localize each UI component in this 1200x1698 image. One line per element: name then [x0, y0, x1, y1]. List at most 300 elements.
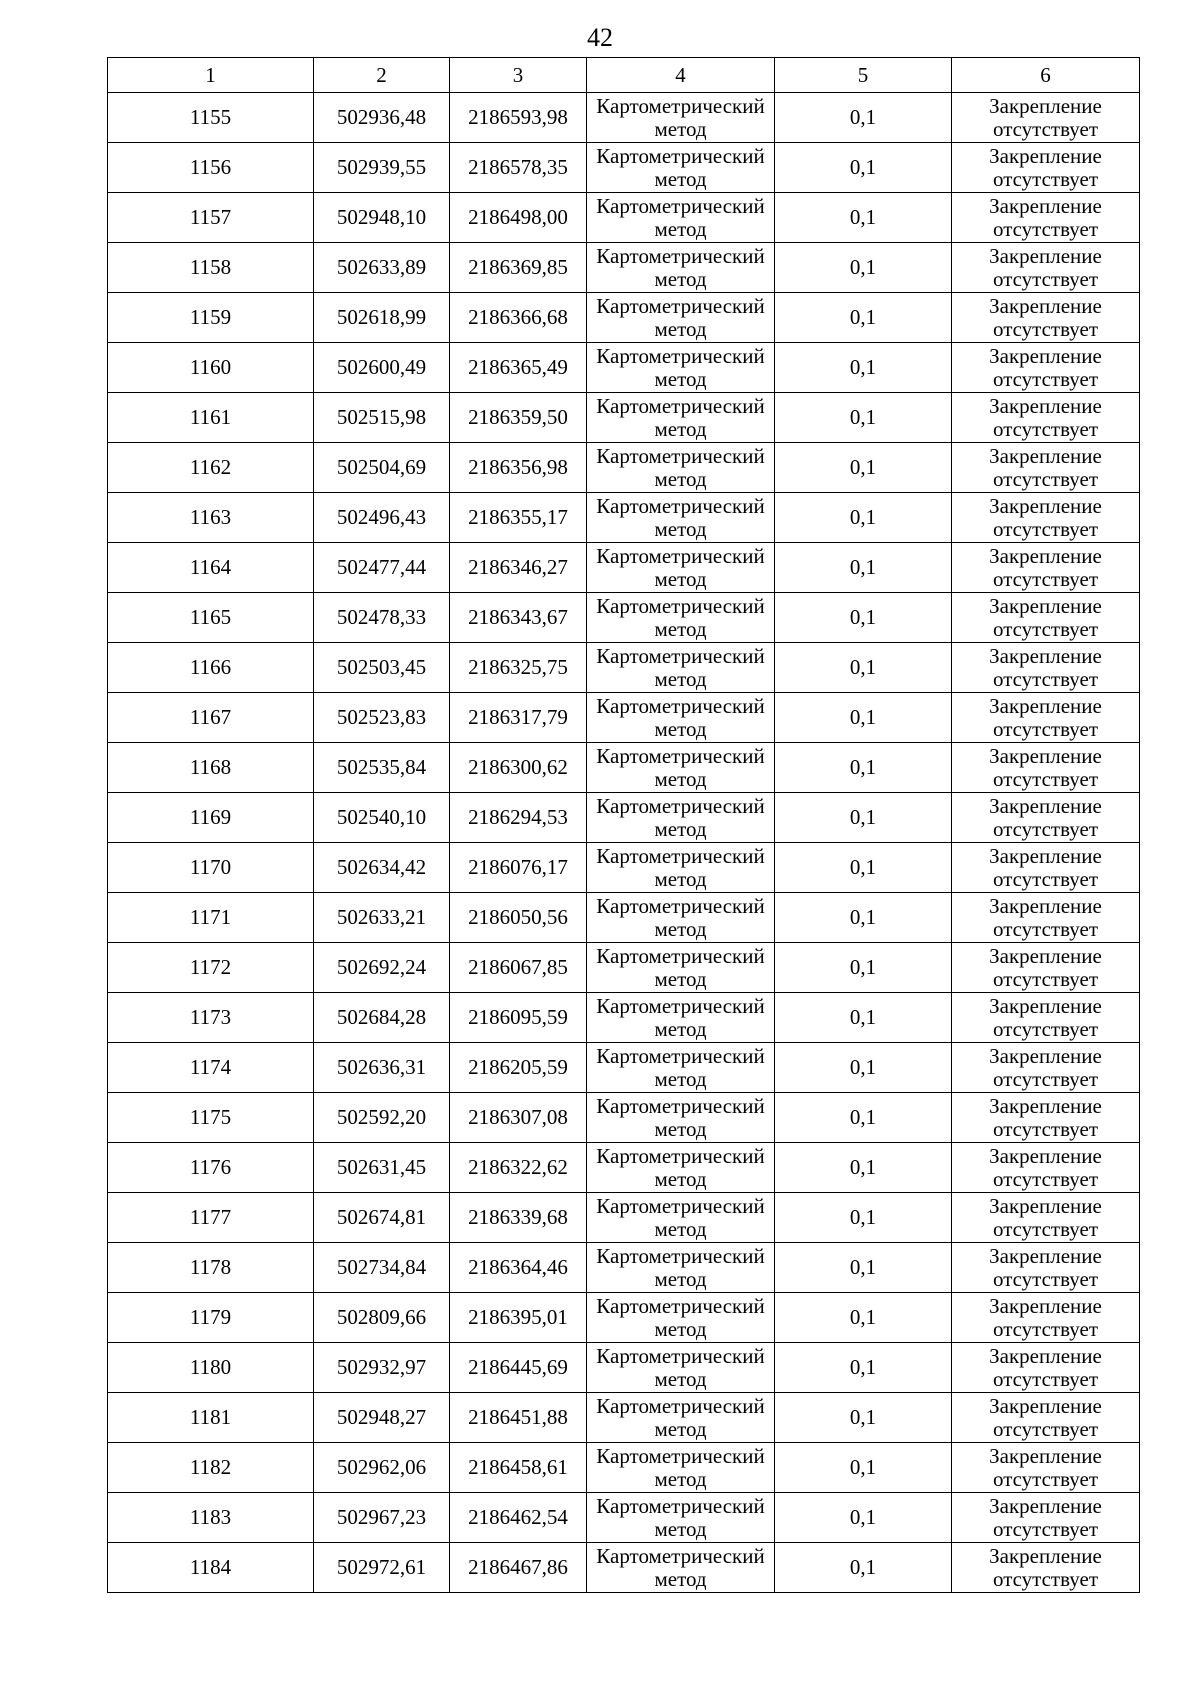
fixation-line-1: Закрепление [989, 1443, 1102, 1468]
point-number-cell: 1174 [108, 1043, 314, 1093]
fixation-cell [952, 993, 1140, 1043]
method-line-2: метод [654, 1266, 707, 1291]
x-coordinate-cell: 502967,23 [314, 1493, 450, 1543]
accuracy-cell: 0,1 [775, 793, 952, 843]
fixation-line-1: Закрепление [989, 1093, 1102, 1118]
fixation-line-1: Закрепление [989, 943, 1102, 968]
method-cell [587, 443, 775, 493]
method-cell [587, 1393, 775, 1443]
x-coordinate-cell: 502948,27 [314, 1393, 450, 1443]
fixation-cell [952, 143, 1140, 193]
accuracy-cell: 0,1 [775, 693, 952, 743]
y-coordinate-cell: 2186317,79 [450, 693, 587, 743]
x-coordinate-cell: 502939,55 [314, 143, 450, 193]
point-number-cell: 1184 [108, 1543, 314, 1593]
method-line-1: Картометрический [596, 993, 765, 1018]
fixation-cell [952, 243, 1140, 293]
fixation-cell [952, 193, 1140, 243]
method-cell [587, 743, 775, 793]
method-line-1: Картометрический [596, 543, 765, 568]
method-line-1: Картометрический [596, 443, 765, 468]
fixation-cell [952, 393, 1140, 443]
point-number-cell: 1161 [108, 393, 314, 443]
fixation-line-1: Закрепление [989, 443, 1102, 468]
point-number-cell: 1181 [108, 1393, 314, 1443]
point-number-cell: 1180 [108, 1343, 314, 1393]
point-number-cell: 1179 [108, 1293, 314, 1343]
table-row [108, 1193, 1140, 1243]
method-line-1: Картометрический [596, 293, 765, 318]
x-coordinate-cell: 502540,10 [314, 793, 450, 843]
fixation-line-2: отсутствует [992, 216, 1099, 241]
y-coordinate-cell: 2186067,85 [450, 943, 587, 993]
fixation-line-2: отсутствует [992, 166, 1099, 191]
accuracy-cell: 0,1 [775, 643, 952, 693]
fixation-line-2: отсутствует [992, 866, 1099, 891]
method-line-1: Картометрический [596, 1393, 765, 1418]
table-row [108, 93, 1140, 143]
fixation-cell [952, 1393, 1140, 1443]
fixation-line-2: отсутствует [992, 666, 1099, 691]
point-number-cell: 1166 [108, 643, 314, 693]
method-line-2: метод [654, 866, 707, 891]
accuracy-cell: 0,1 [775, 1243, 952, 1293]
method-line-1: Картометрический [596, 1193, 765, 1218]
accuracy-cell: 0,1 [775, 493, 952, 543]
fixation-line-1: Закрепление [989, 1143, 1102, 1168]
fixation-line-2: отсутствует [992, 116, 1099, 141]
method-cell [587, 843, 775, 893]
x-coordinate-cell: 502503,45 [314, 643, 450, 693]
fixation-line-1: Закрепление [989, 1393, 1102, 1418]
table-row [108, 643, 1140, 693]
x-coordinate-cell: 502600,49 [314, 343, 450, 393]
accuracy-cell: 0,1 [775, 1443, 952, 1493]
y-coordinate-cell: 2186593,98 [450, 93, 587, 143]
y-coordinate-cell: 2186445,69 [450, 1343, 587, 1393]
point-number-cell: 1173 [108, 993, 314, 1043]
fixation-line-1: Закрепление [989, 1243, 1102, 1268]
method-line-1: Картометрический [596, 93, 765, 118]
table-row [108, 543, 1140, 593]
point-number-cell: 1164 [108, 543, 314, 593]
x-coordinate-cell: 502962,06 [314, 1443, 450, 1493]
table-row [108, 1243, 1140, 1293]
y-coordinate-cell: 2186395,01 [450, 1293, 587, 1343]
fixation-line-1: Закрепление [989, 393, 1102, 418]
method-line-1: Картометрический [596, 1493, 765, 1518]
accuracy-cell: 0,1 [775, 193, 952, 243]
table-row [108, 1343, 1140, 1393]
fixation-line-2: отсутствует [992, 916, 1099, 941]
point-number-cell: 1162 [108, 443, 314, 493]
point-number-cell: 1178 [108, 1243, 314, 1293]
x-coordinate-cell: 502618,99 [314, 293, 450, 343]
y-coordinate-cell: 2186451,88 [450, 1393, 587, 1443]
point-number-cell: 1155 [108, 93, 314, 143]
fixation-cell [952, 493, 1140, 543]
fixation-line-2: отсутствует [992, 1516, 1099, 1541]
table-body [108, 93, 1140, 1593]
y-coordinate-cell: 2186578,35 [450, 143, 587, 193]
method-line-1: Картометрический [596, 1093, 765, 1118]
header-cell-5: 5 [775, 58, 952, 93]
method-line-2: метод [654, 1116, 707, 1141]
accuracy-cell: 0,1 [775, 343, 952, 393]
method-line-2: метод [654, 1166, 707, 1191]
fixation-line-1: Закрепление [989, 143, 1102, 168]
table-row [108, 943, 1140, 993]
fixation-line-2: отсутствует [992, 1066, 1099, 1091]
point-number-cell: 1159 [108, 293, 314, 343]
point-number-cell: 1167 [108, 693, 314, 743]
x-coordinate-cell: 502535,84 [314, 743, 450, 793]
point-number-cell: 1158 [108, 243, 314, 293]
point-number-cell: 1175 [108, 1093, 314, 1143]
point-number-cell: 1160 [108, 343, 314, 393]
method-line-2: метод [654, 816, 707, 841]
y-coordinate-cell: 2186307,08 [450, 1093, 587, 1143]
method-cell [587, 593, 775, 643]
method-line-2: метод [654, 916, 707, 941]
point-number-cell: 1156 [108, 143, 314, 193]
fixation-line-1: Закрепление [989, 1543, 1102, 1568]
fixation-line-2: отсутствует [992, 466, 1099, 491]
point-number-cell: 1157 [108, 193, 314, 243]
fixation-line-2: отсутствует [992, 1216, 1099, 1241]
fixation-line-1: Закрепление [989, 793, 1102, 818]
x-coordinate-cell: 502478,33 [314, 593, 450, 643]
point-number-cell: 1171 [108, 893, 314, 943]
accuracy-cell: 0,1 [775, 1293, 952, 1343]
fixation-cell [952, 443, 1140, 493]
method-line-1: Картометрический [596, 1293, 765, 1318]
y-coordinate-cell: 2186294,53 [450, 793, 587, 843]
fixation-line-1: Закрепление [989, 843, 1102, 868]
x-coordinate-cell: 502633,89 [314, 243, 450, 293]
method-line-1: Картометрический [596, 943, 765, 968]
y-coordinate-cell: 2186462,54 [450, 1493, 587, 1543]
fixation-line-1: Закрепление [989, 543, 1102, 568]
x-coordinate-cell: 502932,97 [314, 1343, 450, 1393]
x-coordinate-cell: 502633,21 [314, 893, 450, 943]
header-cell-3: 3 [450, 58, 587, 93]
table-row [108, 343, 1140, 393]
point-number-cell: 1176 [108, 1143, 314, 1193]
fixation-cell [952, 1493, 1140, 1543]
method-line-1: Картометрический [596, 343, 765, 368]
x-coordinate-cell: 502734,84 [314, 1243, 450, 1293]
fixation-cell [952, 1543, 1140, 1593]
method-cell [587, 143, 775, 193]
x-coordinate-cell: 502636,31 [314, 1043, 450, 1093]
method-line-1: Картометрический [596, 1143, 765, 1168]
accuracy-cell: 0,1 [775, 1193, 952, 1243]
table-row [108, 1493, 1140, 1543]
method-cell [587, 493, 775, 543]
method-line-1: Картометрический [596, 643, 765, 668]
point-number-cell: 1163 [108, 493, 314, 543]
header-row [108, 58, 1140, 93]
coordinates-table [107, 57, 1140, 1593]
fixation-cell [952, 793, 1140, 843]
fixation-cell [952, 343, 1140, 393]
method-line-2: метод [654, 216, 707, 241]
table-row [108, 1543, 1140, 1593]
method-line-2: метод [654, 1416, 707, 1441]
fixation-line-2: отсутствует [992, 1016, 1099, 1041]
table-row [108, 1443, 1140, 1493]
method-cell [587, 1093, 775, 1143]
method-cell [587, 643, 775, 693]
table-row [108, 993, 1140, 1043]
table-row [108, 1143, 1140, 1193]
method-line-2: метод [654, 1316, 707, 1341]
fixation-cell [952, 1243, 1140, 1293]
fixation-line-2: отсутствует [992, 566, 1099, 591]
fixation-cell [952, 543, 1140, 593]
fixation-line-1: Закрепление [989, 593, 1102, 618]
fixation-line-2: отсутствует [992, 966, 1099, 991]
table-row [108, 1043, 1140, 1093]
x-coordinate-cell: 502515,98 [314, 393, 450, 443]
header-cell-1: 1 [108, 58, 314, 93]
method-line-1: Картометрический [596, 593, 765, 618]
point-number-cell: 1168 [108, 743, 314, 793]
x-coordinate-cell: 502692,24 [314, 943, 450, 993]
method-line-1: Картометрический [596, 693, 765, 718]
method-line-2: метод [654, 1466, 707, 1491]
y-coordinate-cell: 2186458,61 [450, 1443, 587, 1493]
fixation-line-1: Закрепление [989, 243, 1102, 268]
table-header [108, 58, 1140, 93]
method-cell [587, 293, 775, 343]
y-coordinate-cell: 2186467,86 [450, 1543, 587, 1593]
method-cell [587, 393, 775, 443]
method-cell [587, 243, 775, 293]
fixation-line-2: отсутствует [992, 316, 1099, 341]
x-coordinate-cell: 502972,61 [314, 1543, 450, 1593]
fixation-cell [952, 843, 1140, 893]
table-row [108, 193, 1140, 243]
fixation-cell [952, 1293, 1140, 1343]
y-coordinate-cell: 2186355,17 [450, 493, 587, 543]
y-coordinate-cell: 2186498,00 [450, 193, 587, 243]
fixation-line-1: Закрепление [989, 343, 1102, 368]
point-number-cell: 1165 [108, 593, 314, 643]
fixation-line-1: Закрепление [989, 1293, 1102, 1318]
y-coordinate-cell: 2186050,56 [450, 893, 587, 943]
fixation-line-2: отсутствует [992, 416, 1099, 441]
y-coordinate-cell: 2186095,59 [450, 993, 587, 1043]
accuracy-cell: 0,1 [775, 943, 952, 993]
y-coordinate-cell: 2186346,27 [450, 543, 587, 593]
y-coordinate-cell: 2186366,68 [450, 293, 587, 343]
point-number-cell: 1177 [108, 1193, 314, 1243]
accuracy-cell: 0,1 [775, 1493, 952, 1543]
accuracy-cell: 0,1 [775, 1343, 952, 1393]
y-coordinate-cell: 2186356,98 [450, 443, 587, 493]
fixation-line-1: Закрепление [989, 1043, 1102, 1068]
fixation-line-2: отсутствует [992, 616, 1099, 641]
method-cell [587, 1293, 775, 1343]
y-coordinate-cell: 2186300,62 [450, 743, 587, 793]
method-line-1: Картометрический [596, 743, 765, 768]
fixation-line-1: Закрепление [989, 893, 1102, 918]
method-line-1: Картометрический [596, 843, 765, 868]
fixation-line-2: отсутствует [992, 1266, 1099, 1291]
x-coordinate-cell: 502948,10 [314, 193, 450, 243]
page-number: 42 [587, 23, 613, 52]
method-cell [587, 1143, 775, 1193]
y-coordinate-cell: 2186369,85 [450, 243, 587, 293]
accuracy-cell: 0,1 [775, 593, 952, 643]
table-row [108, 443, 1140, 493]
method-line-2: метод [654, 716, 707, 741]
x-coordinate-cell: 502809,66 [314, 1293, 450, 1343]
table-row [108, 1093, 1140, 1143]
y-coordinate-cell: 2186364,46 [450, 1243, 587, 1293]
accuracy-cell: 0,1 [775, 243, 952, 293]
method-cell [587, 893, 775, 943]
point-number-cell: 1169 [108, 793, 314, 843]
accuracy-cell: 0,1 [775, 1393, 952, 1443]
method-line-1: Картометрический [596, 1043, 765, 1068]
fixation-cell [952, 593, 1140, 643]
fixation-line-1: Закрепление [989, 643, 1102, 668]
method-cell [587, 193, 775, 243]
method-cell [587, 1493, 775, 1543]
fixation-cell [952, 1193, 1140, 1243]
fixation-line-1: Закрепление [989, 193, 1102, 218]
method-line-2: метод [654, 966, 707, 991]
table-row [108, 843, 1140, 893]
method-line-1: Картометрический [596, 493, 765, 518]
fixation-cell [952, 893, 1140, 943]
method-line-2: метод [654, 166, 707, 191]
method-cell [587, 993, 775, 1043]
method-line-2: метод [654, 1066, 707, 1091]
fixation-line-2: отсутствует [992, 716, 1099, 741]
method-line-2: метод [654, 266, 707, 291]
y-coordinate-cell: 2186359,50 [450, 393, 587, 443]
table-row [108, 593, 1140, 643]
fixation-cell [952, 93, 1140, 143]
method-line-1: Картометрический [596, 193, 765, 218]
method-cell [587, 1243, 775, 1293]
accuracy-cell: 0,1 [775, 1043, 952, 1093]
fixation-line-1: Закрепление [989, 1493, 1102, 1518]
accuracy-cell: 0,1 [775, 143, 952, 193]
method-line-1: Картометрический [596, 1443, 765, 1468]
fixation-line-2: отсутствует [992, 1366, 1099, 1391]
header-cell-2: 2 [314, 58, 450, 93]
accuracy-cell: 0,1 [775, 893, 952, 943]
fixation-line-2: отсутствует [992, 816, 1099, 841]
fixation-line-1: Закрепление [989, 1343, 1102, 1368]
method-line-2: метод [654, 466, 707, 491]
point-number-cell: 1170 [108, 843, 314, 893]
fixation-line-2: отсутствует [992, 1466, 1099, 1491]
accuracy-cell: 0,1 [775, 1093, 952, 1143]
table-row [108, 743, 1140, 793]
method-cell [587, 343, 775, 393]
fixation-line-2: отсутствует [992, 766, 1099, 791]
accuracy-cell: 0,1 [775, 543, 952, 593]
header-cell-4: 4 [587, 58, 775, 93]
table-row [108, 493, 1140, 543]
method-line-2: метод [654, 316, 707, 341]
fixation-line-2: отсутствует [992, 1116, 1099, 1141]
point-number-cell: 1182 [108, 1443, 314, 1493]
accuracy-cell: 0,1 [775, 743, 952, 793]
method-line-2: метод [654, 1566, 707, 1591]
y-coordinate-cell: 2186205,59 [450, 1043, 587, 1093]
point-number-cell: 1172 [108, 943, 314, 993]
fixation-cell [952, 1343, 1140, 1393]
fixation-line-2: отсутствует [992, 366, 1099, 391]
method-line-2: метод [654, 366, 707, 391]
fixation-cell [952, 1043, 1140, 1093]
fixation-cell [952, 1143, 1140, 1193]
table-row [108, 693, 1140, 743]
fixation-line-1: Закрепление [989, 493, 1102, 518]
fixation-line-1: Закрепление [989, 293, 1102, 318]
header-cell-6: 6 [952, 58, 1140, 93]
y-coordinate-cell: 2186339,68 [450, 1193, 587, 1243]
method-line-2: метод [654, 116, 707, 141]
table-row [108, 143, 1140, 193]
x-coordinate-cell: 502684,28 [314, 993, 450, 1043]
fixation-cell [952, 693, 1140, 743]
method-line-1: Картометрический [596, 1343, 765, 1368]
y-coordinate-cell: 2186365,49 [450, 343, 587, 393]
fixation-line-2: отсутствует [992, 516, 1099, 541]
method-line-1: Картометрический [596, 893, 765, 918]
fixation-line-1: Закрепление [989, 743, 1102, 768]
fixation-cell [952, 643, 1140, 693]
method-cell [587, 1043, 775, 1093]
method-cell [587, 793, 775, 843]
table-row [108, 393, 1140, 443]
y-coordinate-cell: 2186343,67 [450, 593, 587, 643]
method-line-1: Картометрический [596, 243, 765, 268]
method-line-2: метод [654, 616, 707, 641]
x-coordinate-cell: 502504,69 [314, 443, 450, 493]
method-line-1: Картометрический [596, 393, 765, 418]
fixation-line-2: отсутствует [992, 266, 1099, 291]
x-coordinate-cell: 502631,45 [314, 1143, 450, 1193]
accuracy-cell: 0,1 [775, 93, 952, 143]
method-line-2: метод [654, 766, 707, 791]
accuracy-cell: 0,1 [775, 1543, 952, 1593]
fixation-line-2: отсутствует [992, 1166, 1099, 1191]
accuracy-cell: 0,1 [775, 1143, 952, 1193]
fixation-cell [952, 743, 1140, 793]
table-row [108, 793, 1140, 843]
x-coordinate-cell: 502496,43 [314, 493, 450, 543]
table-row [108, 893, 1140, 943]
fixation-cell [952, 943, 1140, 993]
fixation-line-2: отсутствует [992, 1316, 1099, 1341]
fixation-line-1: Закрепление [989, 693, 1102, 718]
method-line-2: метод [654, 416, 707, 441]
fixation-line-1: Закрепление [989, 1193, 1102, 1218]
x-coordinate-cell: 502477,44 [314, 543, 450, 593]
method-cell [587, 693, 775, 743]
method-cell [587, 1543, 775, 1593]
fixation-cell [952, 293, 1140, 343]
